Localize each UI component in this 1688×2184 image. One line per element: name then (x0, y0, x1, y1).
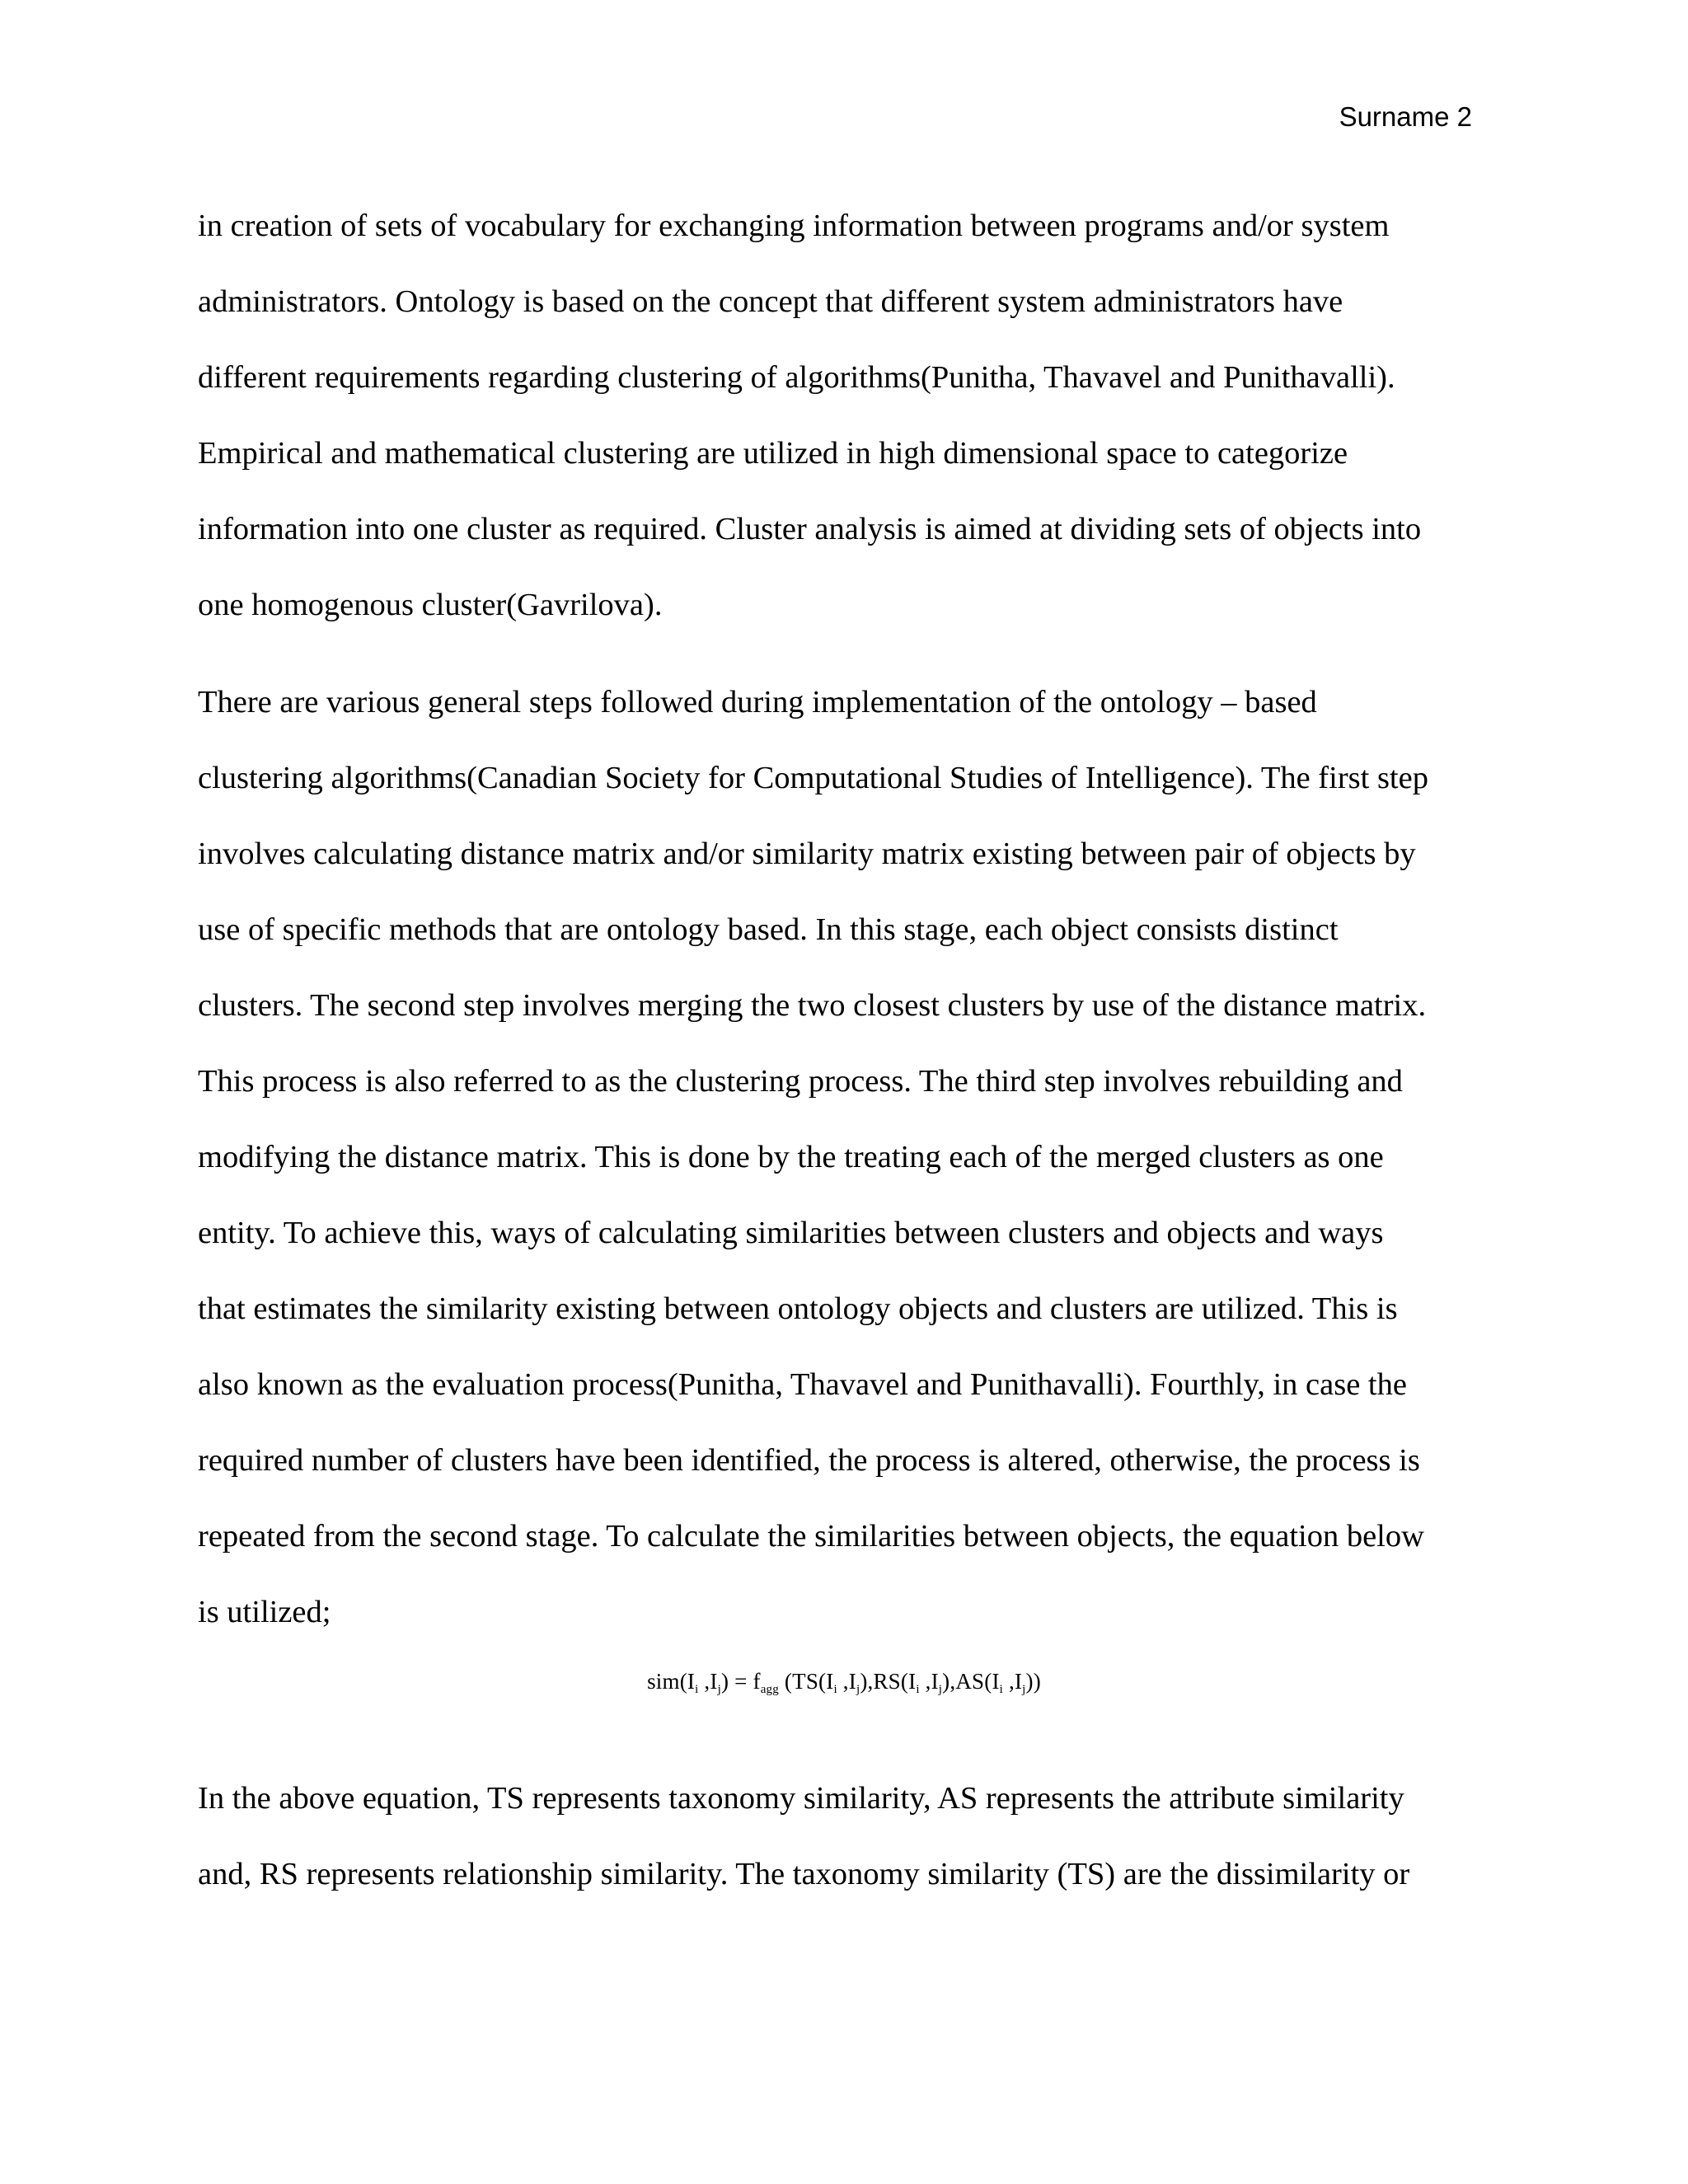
text-line: In the above equation, TS represents taxonomy similarity, AS represents the attribute similarity (198, 1781, 1404, 1816)
eq-func: f (753, 1669, 761, 1694)
text-line: is utilized; (198, 1595, 331, 1629)
equation-block (0, 1665, 1688, 1706)
running-head: Surname 2 (1339, 101, 1472, 132)
eq-var: I (931, 1669, 939, 1694)
eq-sub: j (938, 1683, 943, 1696)
text-line: required number of clusters have been identified, the process is altered, otherwise, the process is (198, 1443, 1420, 1478)
eq-rs: RS (873, 1669, 901, 1694)
text-line: clustering algorithms(Canadian Society for Computational Studies of Intelligence). The first step (198, 761, 1428, 795)
text-line: entity. To achieve this, ways of calculating similarities between clusters and objects and ways (198, 1216, 1384, 1250)
text-line: in creation of sets of vocabulary for exchanging information between programs and/or system (198, 209, 1390, 243)
eq-var: I (687, 1669, 696, 1694)
eq-sub: i (695, 1683, 699, 1696)
text-line: information into one cluster as required. Cluster analysis is aimed at dividing sets of objects into (198, 512, 1422, 546)
eq-sub: i (833, 1683, 837, 1696)
eq-ts: TS (792, 1669, 819, 1694)
similarity-equation: $sim(I_i$ $,I_j) = f_{agg}$ ($TS(I_i$ $,I_j),RS(I_i$ $,I_j),AS(I_i$ $,I_j$)) (647, 1669, 1041, 1696)
text-line: involves calculating distance matrix and/or similarity matrix existing between pair of objects by (198, 837, 1416, 871)
eq-as: AS (955, 1669, 985, 1694)
text-line: that estimates the similarity existing between ontology objects and clusters are utilized. This is (198, 1291, 1398, 1326)
text-line: administrators. Ontology is based on the concept that different system administrators have (198, 284, 1343, 319)
eq-var: I (992, 1669, 1000, 1694)
text-line: clusters. The second step involves merging the two closest clusters by use of the distance matrix. (198, 988, 1427, 1023)
paragraph-2 (198, 664, 1484, 1650)
eq-sub: i (916, 1683, 920, 1696)
paragraph-1 (198, 188, 1484, 643)
eq-var: I (908, 1669, 917, 1694)
eq-sub: j (856, 1683, 860, 1696)
eq-var: I (710, 1669, 718, 1694)
body-text (198, 188, 1484, 1650)
eq-sub: i (999, 1683, 1004, 1696)
eq-sim: sim (647, 1669, 680, 1694)
text-line: one homogenous cluster(Gavrilova). (198, 588, 663, 622)
eq-sub: agg (760, 1683, 779, 1696)
eq-var: I (1014, 1669, 1023, 1694)
eq-var: I (848, 1669, 856, 1694)
text-line: different requirements regarding clustering of algorithms(Punitha, Thavavel and Punithavalli). (198, 360, 1395, 395)
text-line: and, RS represents relationship similarity. The taxonomy similarity (TS) are the dissimilarity or (198, 1857, 1410, 1891)
text-line: There are various general steps followed during implementation of the ontology – based (198, 685, 1317, 719)
eq-sub: j (1022, 1683, 1026, 1696)
eq-var: I (826, 1669, 834, 1694)
text-line: modifying the distance matrix. This is done by the treating each of the merged clusters as one (198, 1140, 1384, 1174)
text-line: Empirical and mathematical clustering are utilized in high dimensional space to categorize (198, 436, 1348, 471)
text-line: use of specific methods that are ontology based. In this stage, each object consists distinct (198, 912, 1339, 947)
paragraph-3 (198, 1760, 1484, 1912)
eq-sub: j (717, 1683, 721, 1696)
text-line: also known as the evaluation process(Punitha, Thavavel and Punithavalli). Fourthly, in case the (198, 1367, 1407, 1402)
text-line: This process is also referred to as the clustering process. The third step involves rebuilding and (198, 1064, 1403, 1099)
text-line: repeated from the second stage. To calculate the similarities between objects, the equation below (198, 1519, 1424, 1554)
